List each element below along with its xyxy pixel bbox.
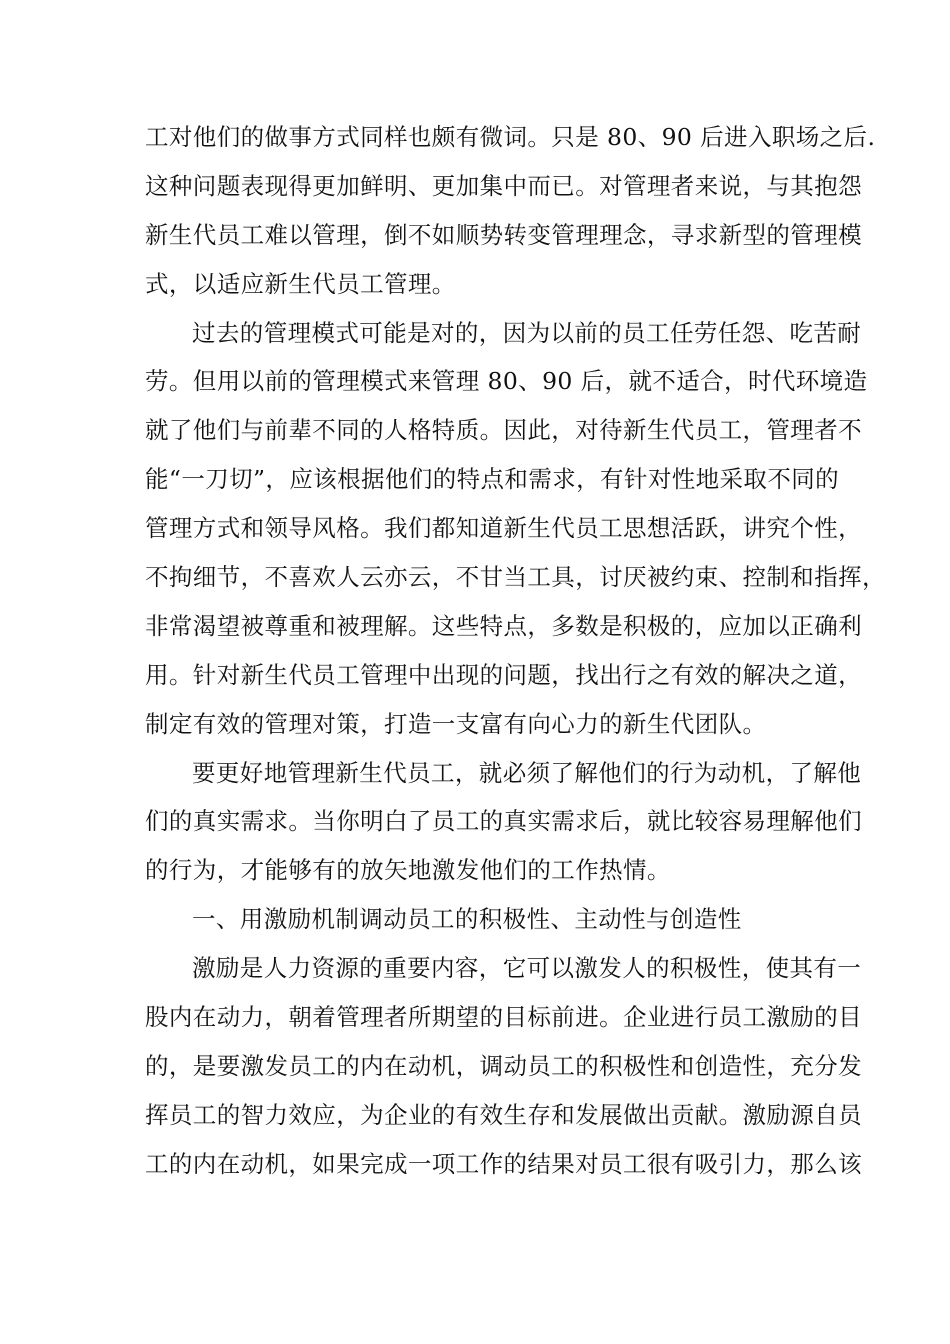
text-line: 挥员工的智力效应，为企业的有效生存和发展做出贡献。激励源自员 xyxy=(145,1100,862,1129)
text-line: 制定有效的管理对策，打造一支富有向心力的新生代团队。 xyxy=(145,709,767,738)
paragraph-start-line: 过去的管理模式可能是对的，因为以前的员工任劳任怨、吃苦耐 xyxy=(192,318,862,347)
text-line: 们的真实需求。当你明白了员工的真实需求后，就比较容易理解他们 xyxy=(145,807,862,836)
text-line: 的，是要激发员工的内在动机，调动员工的积极性和创造性，充分发 xyxy=(145,1051,862,1080)
text-line: 就了他们与前辈不同的人格特质。因此，对待新生代员工，管理者不 xyxy=(145,416,862,445)
text-line: 这种问题表现得更加鲜明、更加集中而已。对管理者来说，与其抱怨 xyxy=(145,171,862,200)
text-line: 非常渴望被尊重和被理解。这些特点，多数是积极的，应加以正确利 xyxy=(145,611,862,640)
paragraph-start-line: 要更好地管理新生代员工，就必须了解他们的行为动机，了解他 xyxy=(192,758,862,787)
text-line: 用。针对新生代员工管理中出现的问题，找出行之有效的解决之道， xyxy=(145,660,862,689)
text-line: 式，以适应新生代员工管理。 xyxy=(145,269,456,298)
text-line: 劳。但用以前的管理模式来管理 80、90 后，就不适合，时代环境造 xyxy=(145,367,868,396)
text-line: 股内在动力，朝着管理者所期望的目标前进。企业进行员工激励的目 xyxy=(145,1003,862,1032)
text-line: 不拘细节，不喜欢人云亦云，不甘当工具，讨厌被约束、控制和指挥， xyxy=(145,563,886,592)
text-line: 新生代员工难以管理，倒不如顺势转变管理理念，寻求新型的管理模 xyxy=(145,220,862,249)
section-heading: 一、用激励机制调动员工的积极性、主动性与创造性 xyxy=(192,905,742,934)
body-text xyxy=(145,113,886,1189)
text-line: 工的内在动机，如果完成一项工作的结果对员工很有吸引力，那么该 xyxy=(145,1149,862,1178)
text-line: 能“一刀切”，应该根据他们的特点和需求，有针对性地采取不同的 xyxy=(145,465,840,494)
text-line: 管理方式和领导风格。我们都知道新生代员工思想活跃，讲究个性， xyxy=(145,514,862,543)
text-line: 工对他们的做事方式同样也颇有微词。只是 80、90 后进入职场之后. xyxy=(145,123,876,151)
text-line: 的行为，才能够有的放矢地激发他们的工作热情。 xyxy=(145,856,671,885)
paragraph-start-line: 激励是人力资源的重要内容，它可以激发人的积极性，使其有一 xyxy=(192,954,862,983)
